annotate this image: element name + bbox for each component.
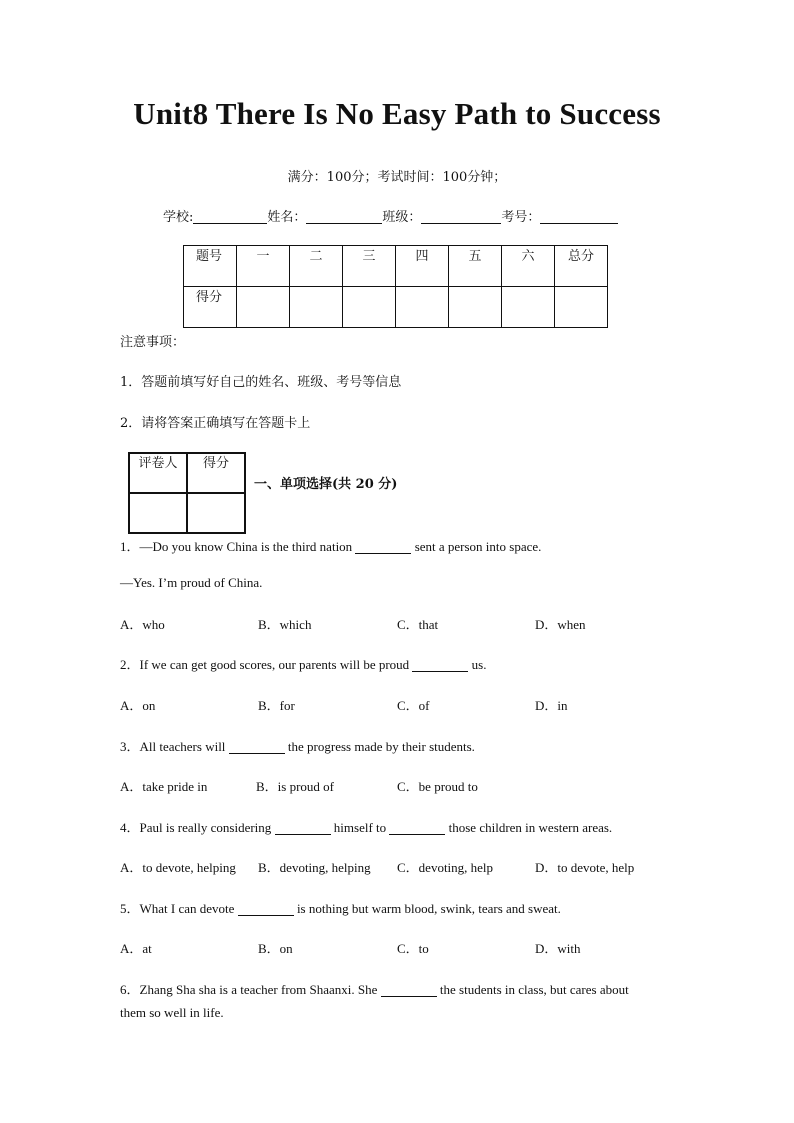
class-blank[interactable] [421, 209, 501, 224]
question-3 [120, 736, 475, 755]
question-stem: us. [471, 657, 487, 672]
option[interactable]: C．to [397, 941, 429, 956]
answer-blank[interactable] [229, 739, 285, 754]
answer-blank[interactable] [275, 820, 331, 835]
option[interactable]: D．in [535, 698, 568, 713]
score-header-cell: 三 [343, 246, 396, 287]
notes-heading: 注意事项： [120, 335, 186, 350]
option[interactable]: A．on [120, 698, 156, 713]
option[interactable]: A．at [120, 941, 152, 956]
score-header-cell: 四 [396, 246, 449, 287]
option[interactable]: B．is proud of [256, 779, 335, 794]
score-table-header-row [184, 246, 608, 287]
score-header-cell: 五 [449, 246, 502, 287]
option[interactable]: B．on [258, 941, 293, 956]
score-header-cell: 题号 [184, 246, 237, 287]
question-stem: himself to [333, 820, 387, 835]
question-stem: the students in class, but cares about [439, 982, 629, 997]
page-title: Unit8 There Is No Easy Path to Success [133, 96, 661, 131]
question-1-reply: —Yes. I’m proud of China. [120, 575, 263, 590]
answer-blank[interactable] [238, 901, 294, 916]
question-1 [120, 536, 541, 555]
score-row-label: 得分 [184, 287, 237, 328]
score-cell[interactable] [343, 287, 396, 328]
score-header-cell: 总分 [555, 246, 608, 287]
question-stem: is nothing but warm blood, swink, tears and sweat. [296, 901, 561, 916]
question-stem: the progress made by their students. [287, 739, 475, 754]
question-stem: 3．All teachers will [120, 739, 226, 754]
name-label: 姓名： [267, 210, 307, 225]
question-stem: sent a person into space. [414, 539, 542, 554]
score-header-cell: 一 [237, 246, 290, 287]
question-6-continued: them so well in life. [120, 1005, 224, 1020]
name-blank[interactable] [306, 209, 382, 224]
option[interactable]: B．devoting, helping [258, 860, 371, 875]
section-title: 一、单项选择(共 20 分) [254, 477, 398, 492]
option[interactable]: D．to devote, help [535, 860, 635, 875]
answer-blank[interactable] [355, 539, 411, 554]
score-header-cell: 六 [502, 246, 555, 287]
school-blank[interactable] [193, 209, 267, 224]
grader-label: 评卷人 [129, 453, 187, 493]
option[interactable]: D．when [535, 617, 586, 632]
score-cell[interactable] [396, 287, 449, 328]
id-label: 考号： [501, 210, 541, 225]
option[interactable]: C．devoting, help [397, 860, 494, 875]
grader-score-label: 得分 [187, 453, 245, 493]
exam-info: 满分：100分；考试时间：100分钟； [287, 170, 507, 185]
note-item: 2．请将答案正确填写在答题卡上 [120, 416, 311, 431]
answer-blank[interactable] [412, 657, 468, 672]
grader-score-cell[interactable] [187, 493, 245, 533]
score-header-cell: 二 [290, 246, 343, 287]
note-item: 1．答题前填写好自己的姓名、班级、考号等信息 [120, 375, 402, 390]
option[interactable]: A．take pride in [120, 779, 208, 794]
score-cell[interactable] [502, 287, 555, 328]
answer-blank[interactable] [381, 982, 437, 997]
question-stem: 1．—Do you know China is the third nation [120, 539, 353, 554]
question-stem: 5．What I can devote [120, 901, 235, 916]
student-info-line [163, 206, 618, 225]
question-stem: 4．Paul is really considering [120, 820, 272, 835]
option[interactable]: C．of [397, 698, 430, 713]
option[interactable]: A．who [120, 617, 165, 632]
option[interactable]: B．for [258, 698, 295, 713]
grader-cell[interactable] [129, 493, 187, 533]
score-cell[interactable] [449, 287, 502, 328]
question-stem: 2．If we can get good scores, our parents will be proud [120, 657, 410, 672]
score-table [183, 245, 608, 328]
question-2 [120, 654, 486, 673]
score-cell[interactable] [555, 287, 608, 328]
score-cell[interactable] [237, 287, 290, 328]
option[interactable]: C．be proud to [397, 779, 478, 794]
school-label: 学校: [163, 210, 194, 225]
score-table-score-row [184, 287, 608, 328]
question-6 [120, 979, 629, 998]
question-4 [120, 817, 612, 836]
score-cell[interactable] [290, 287, 343, 328]
option[interactable]: D．with [535, 941, 581, 956]
question-5 [120, 898, 561, 917]
answer-blank[interactable] [389, 820, 445, 835]
class-label: 班级： [382, 210, 422, 225]
grader-table [128, 452, 246, 534]
id-blank[interactable] [540, 209, 618, 224]
option[interactable]: B．which [258, 617, 312, 632]
option[interactable]: C．that [397, 617, 439, 632]
question-stem: 6．Zhang Sha sha is a teacher from Shaanxi. She [120, 982, 378, 997]
question-stem: those children in western areas. [448, 820, 613, 835]
option[interactable]: A．to devote, helping [120, 860, 236, 875]
